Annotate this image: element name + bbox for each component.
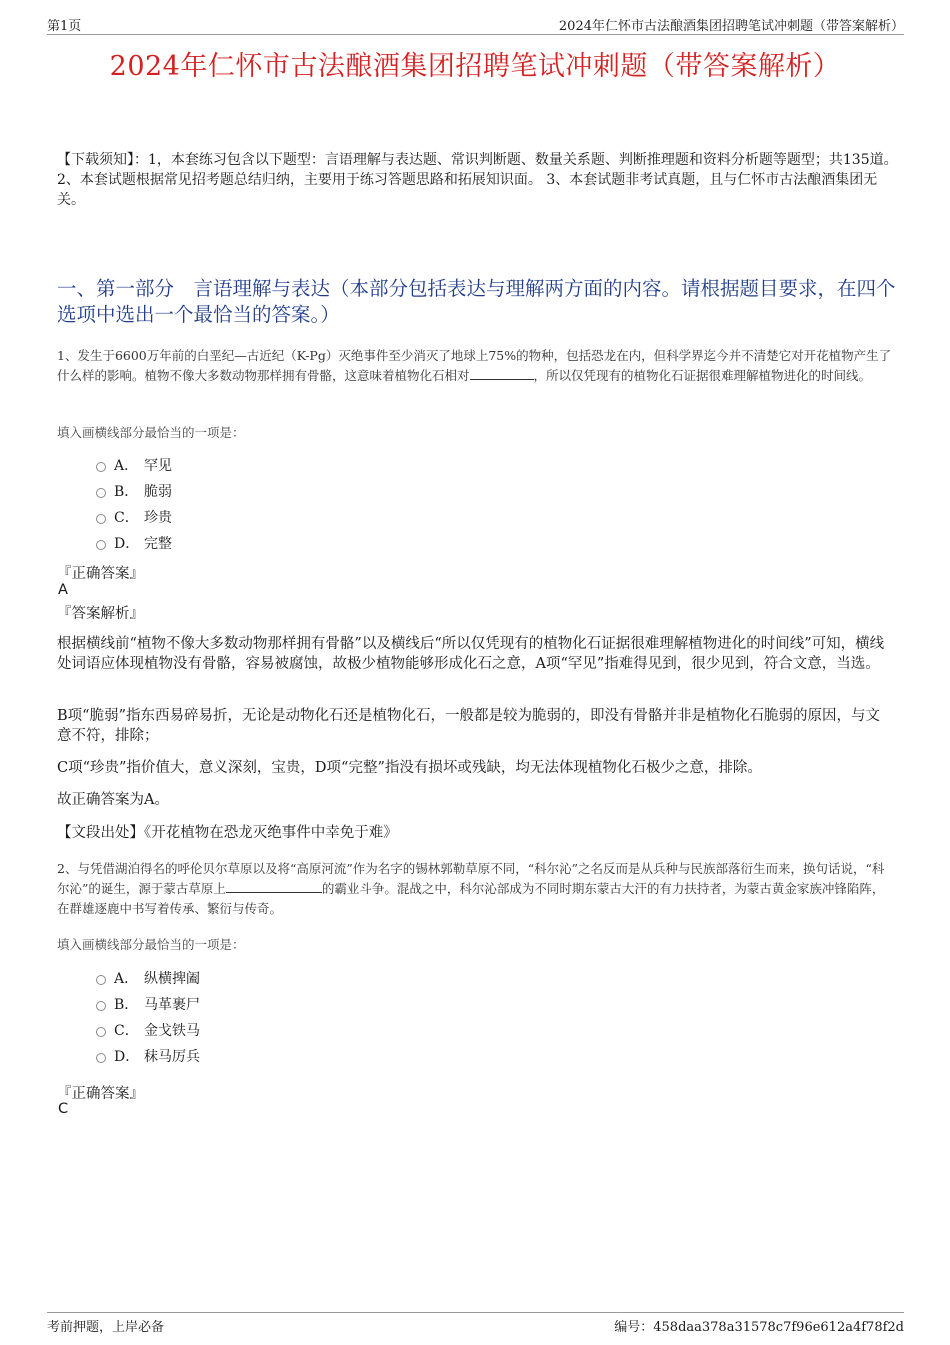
- radio-button[interactable]: [96, 1001, 106, 1011]
- document-title: 2024年仁怀市古法酿酒集团招聘笔试冲刺题（带答案解析）: [109, 51, 841, 82]
- radio-button[interactable]: [96, 540, 106, 550]
- radio-button[interactable]: [96, 1053, 106, 1063]
- radio-button[interactable]: [96, 488, 106, 498]
- download-notice: 【下载须知】：1，本套练习包含以下题型：言语理解与表达题、常识判断题、数量关系题、判断推理题和资料分析题等题型；共135道。 2、本套试题根据常见招考题总结归纳，主要用于练习答题思路和拓展知识面。 3、本套试题非考试真题，且与仁怀市古法酿酒集团无关。: [57, 152, 898, 208]
- analysis-paragraph: C项“珍贵”指价值大，意义深刻，宝贵，D项“完整”指没有损坏或残缺，均无法体现植物化石极少之意，排除。: [57, 760, 762, 776]
- header-doc-title: 2024年仁怀市古法酿酒集团招聘笔试冲刺题（带答案解析）: [558, 19, 904, 34]
- radio-button[interactable]: [96, 462, 106, 472]
- answer-blank: [226, 879, 322, 893]
- question-1-text: 1、发生于6600万年前的白垩纪—古近纪（K-Pg）灭绝事件至少消灭了地球上75%的物种，包括恐龙在内，但科学界迄今并不清楚它对开花植物产生了什么样的影响。植物不像大多数动物那样拥有骨骼，这意味着植物化石相对 ，所以仅凭现有的植物化石证据很难理解植物进化的时间线。: [57, 348, 892, 383]
- correct-answer: A: [58, 582, 68, 598]
- answer-blank: [470, 366, 534, 380]
- analysis-paragraph: B项“脆弱”指东西易碎易折，无论是动物化石还是植物化石，一般都是较为脆弱的，即没有骨骼并非是植物化石脆弱的原因，与文意不符，排除；: [57, 708, 880, 744]
- radio-button[interactable]: [96, 1027, 106, 1037]
- correct-answer-label: 『正确答案』: [57, 1086, 144, 1102]
- section-title: 一、第一部分 言语理解与表达（本部分包括表达与理解两方面的内容。请根据题目要求，在四个选项中选出一个最恰当的答案。）: [57, 277, 896, 326]
- footer-slogan: 考前押题，上岸必备: [47, 1320, 165, 1335]
- question-2-prompt: 填入画横线部分最恰当的一项是：: [57, 937, 245, 952]
- question-2-text: 2、与凭借湖泊得名的呼伦贝尔草原以及将“高原河流”作为名字的锡林郭勒草原不同，“科尔沁”之名反而是从兵种与民族部落衍生而来，换句话说，“科尔沁”的诞生，源于蒙古草原上 的霸业斗争。混战之中，科尔沁部成为不同时期东蒙古大汗的有力扶持者，为蒙古黄金家族冲锋陷阵，在群雄逐鹿中书写着传承、繁衍与传奇。: [57, 861, 885, 916]
- correct-answer-label: 『正确答案』: [57, 566, 144, 582]
- analysis-conclusion: 故正确答案为A。: [57, 792, 169, 808]
- document-id: 编号：458daa378a31578c7f96e612a4f78f2d: [614, 1320, 904, 1335]
- page-number: 第1页: [47, 19, 82, 34]
- radio-button[interactable]: [96, 514, 106, 524]
- page-footer: [47, 1312, 904, 1335]
- analysis-paragraph: 根据横线前“植物不像大多数动物那样拥有骨骼”以及横线后“所以仅凭现有的植物化石证据很难理解植物进化的时间线”可知，横线处词语应体现植物没有骨骼，容易被腐蚀，故极少植物能够形成化石之意，A项“罕见”指难得见到，很少见到，符合文意，当选。: [57, 636, 885, 672]
- correct-answer: C: [58, 1101, 69, 1117]
- question-1-prompt: 填入画横线部分最恰当的一项是：: [57, 425, 245, 440]
- text-source: 【文段出处】《开花植物在恐龙灭绝事件中幸免于难》: [57, 825, 398, 841]
- page-header: [47, 14, 904, 35]
- radio-button[interactable]: [96, 975, 106, 985]
- analysis-label: 『答案解析』: [57, 606, 144, 622]
